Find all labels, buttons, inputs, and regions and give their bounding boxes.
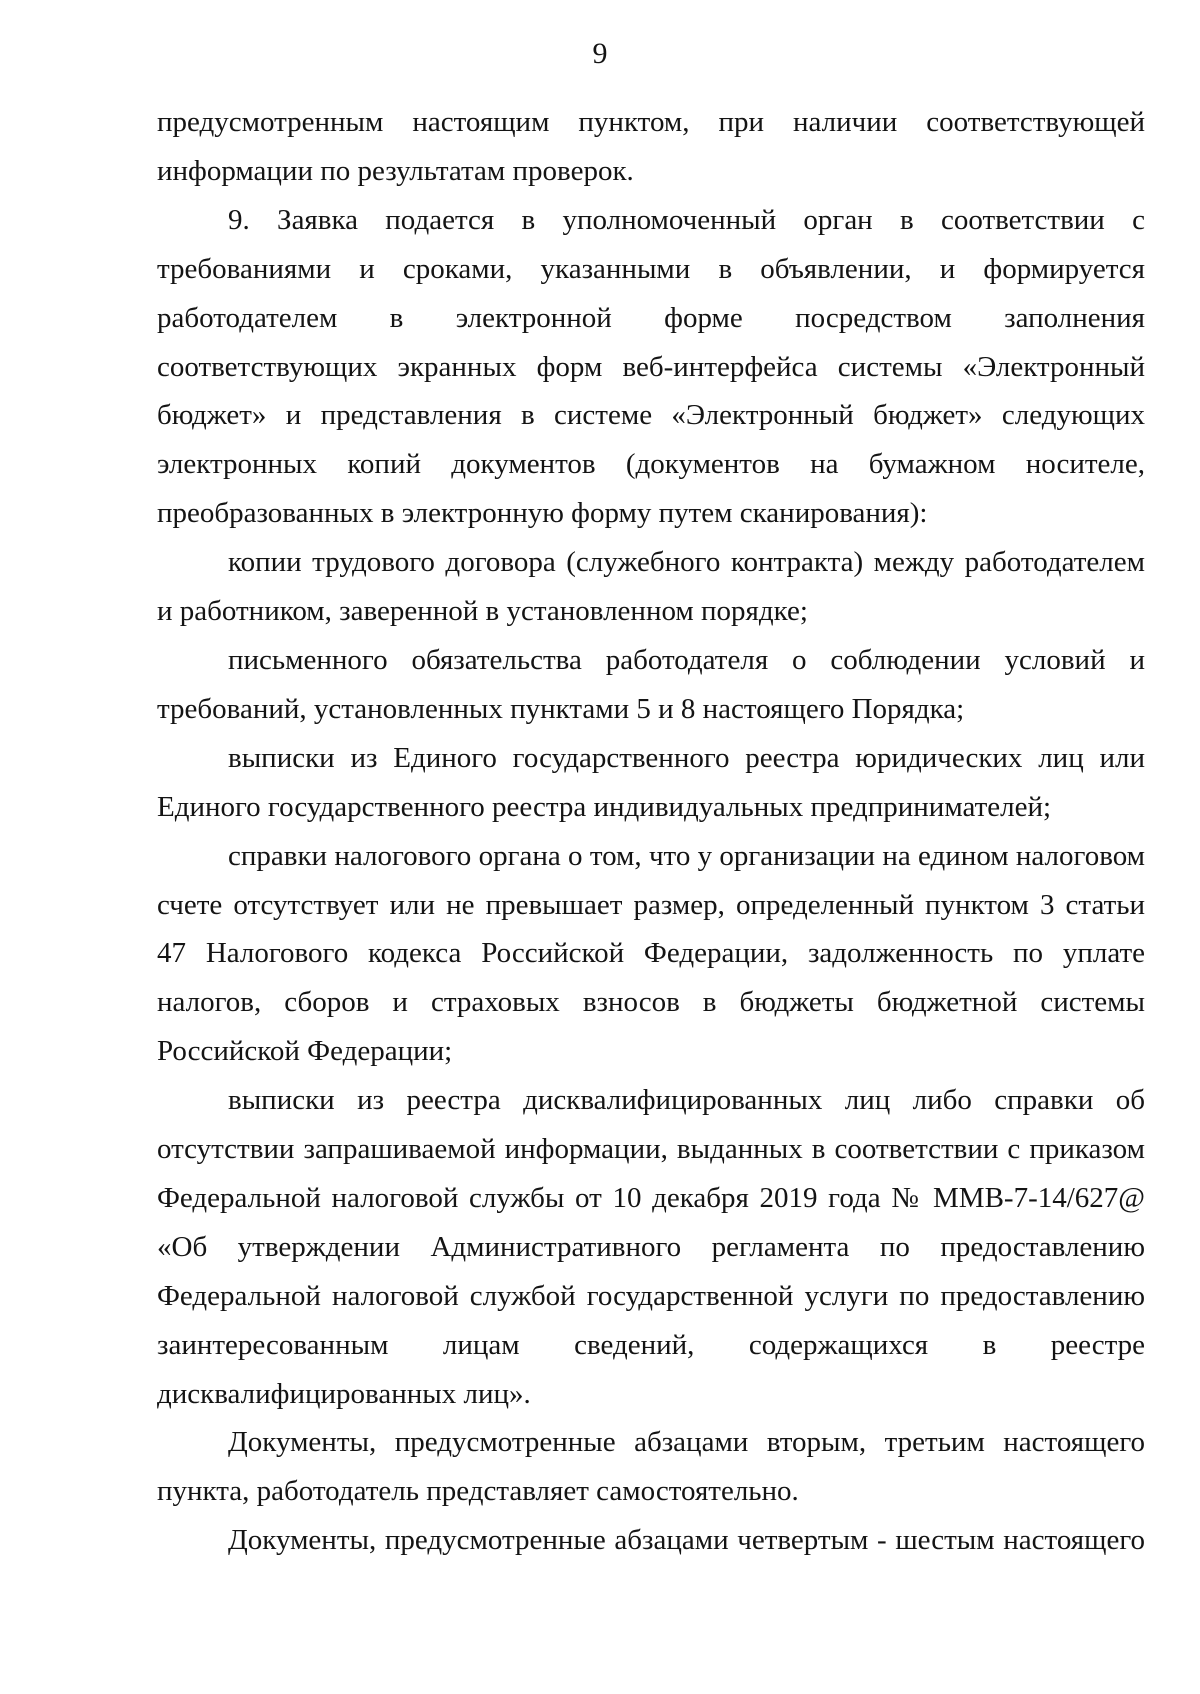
- paragraph-employer-obligation: письменного обязательства работодателя о соблюдении условий и требований, установленных пунктами 5 и 8 настоящего Порядка;: [157, 643, 1145, 725]
- paragraph-registry-extract: выписки из Единого государственного реестра юридических лиц или Единого государственного реестра индивидуальных предпринимателей;: [157, 741, 1145, 823]
- paragraph-documents-self: Документы, предусмотренные абзацами вторым, третьим настоящего пункта, работодатель представляет самостоятельно.: [157, 1426, 1145, 1508]
- paragraph-continuation: предусмотренным настоящим пунктом, при наличии соответствующей информации по результатам проверок.: [157, 106, 1145, 187]
- paragraph-tax-certificate: справки налогового органа о том, что у организации на едином налоговом счете отсутствует или не превышает размер, определенный пунктом 3 статьи 47 Налогового кодекса Российской Федерации, задолженность по уплате налогов, сборов и страховых взносов в бюджеты бюджетной системы Российской Федерации;: [157, 839, 1145, 1068]
- page-number: 9: [592, 37, 608, 70]
- paragraph-documents-four-six: Документы, предусмотренные абзацами четвертым - шестым настоящего: [228, 1524, 1145, 1557]
- paragraph-employment-contract: копии трудового договора (служебного контракта) между работодателем и работником, заверенной в установленном порядке;: [157, 546, 1145, 628]
- document-body: [157, 98, 1145, 1565]
- paragraph-disqualified-registry: выписки из реестра дисквалифицированных лиц либо справки об отсутствии запрашиваемой информации, выданных в соответствии с приказом Федеральной налоговой службы от 10 декабря 2019 года № ММВ-7-14/627@ «Об утверждении Административного регламента по предоставлению Федеральной налоговой службой государственной услуги по предоставлению заинтересованным лицам сведений, содержащихся в реестре дисквалифицированных лиц».: [157, 1084, 1145, 1410]
- paragraph-item-9: 9. Заявка подается в уполномоченный орган в соответствии с требованиями и сроками, указанными в объявлении, и формируется работодателем в электронной форме посредством заполнения соответствующих экранных форм веб-интерфейса системы «Электронный бюджет» и представления в системе «Электронный бюджет» следующих электронных копий документов (документов на бумажном носителе, преобразованных в электронную форму путем сканирования):: [157, 203, 1145, 530]
